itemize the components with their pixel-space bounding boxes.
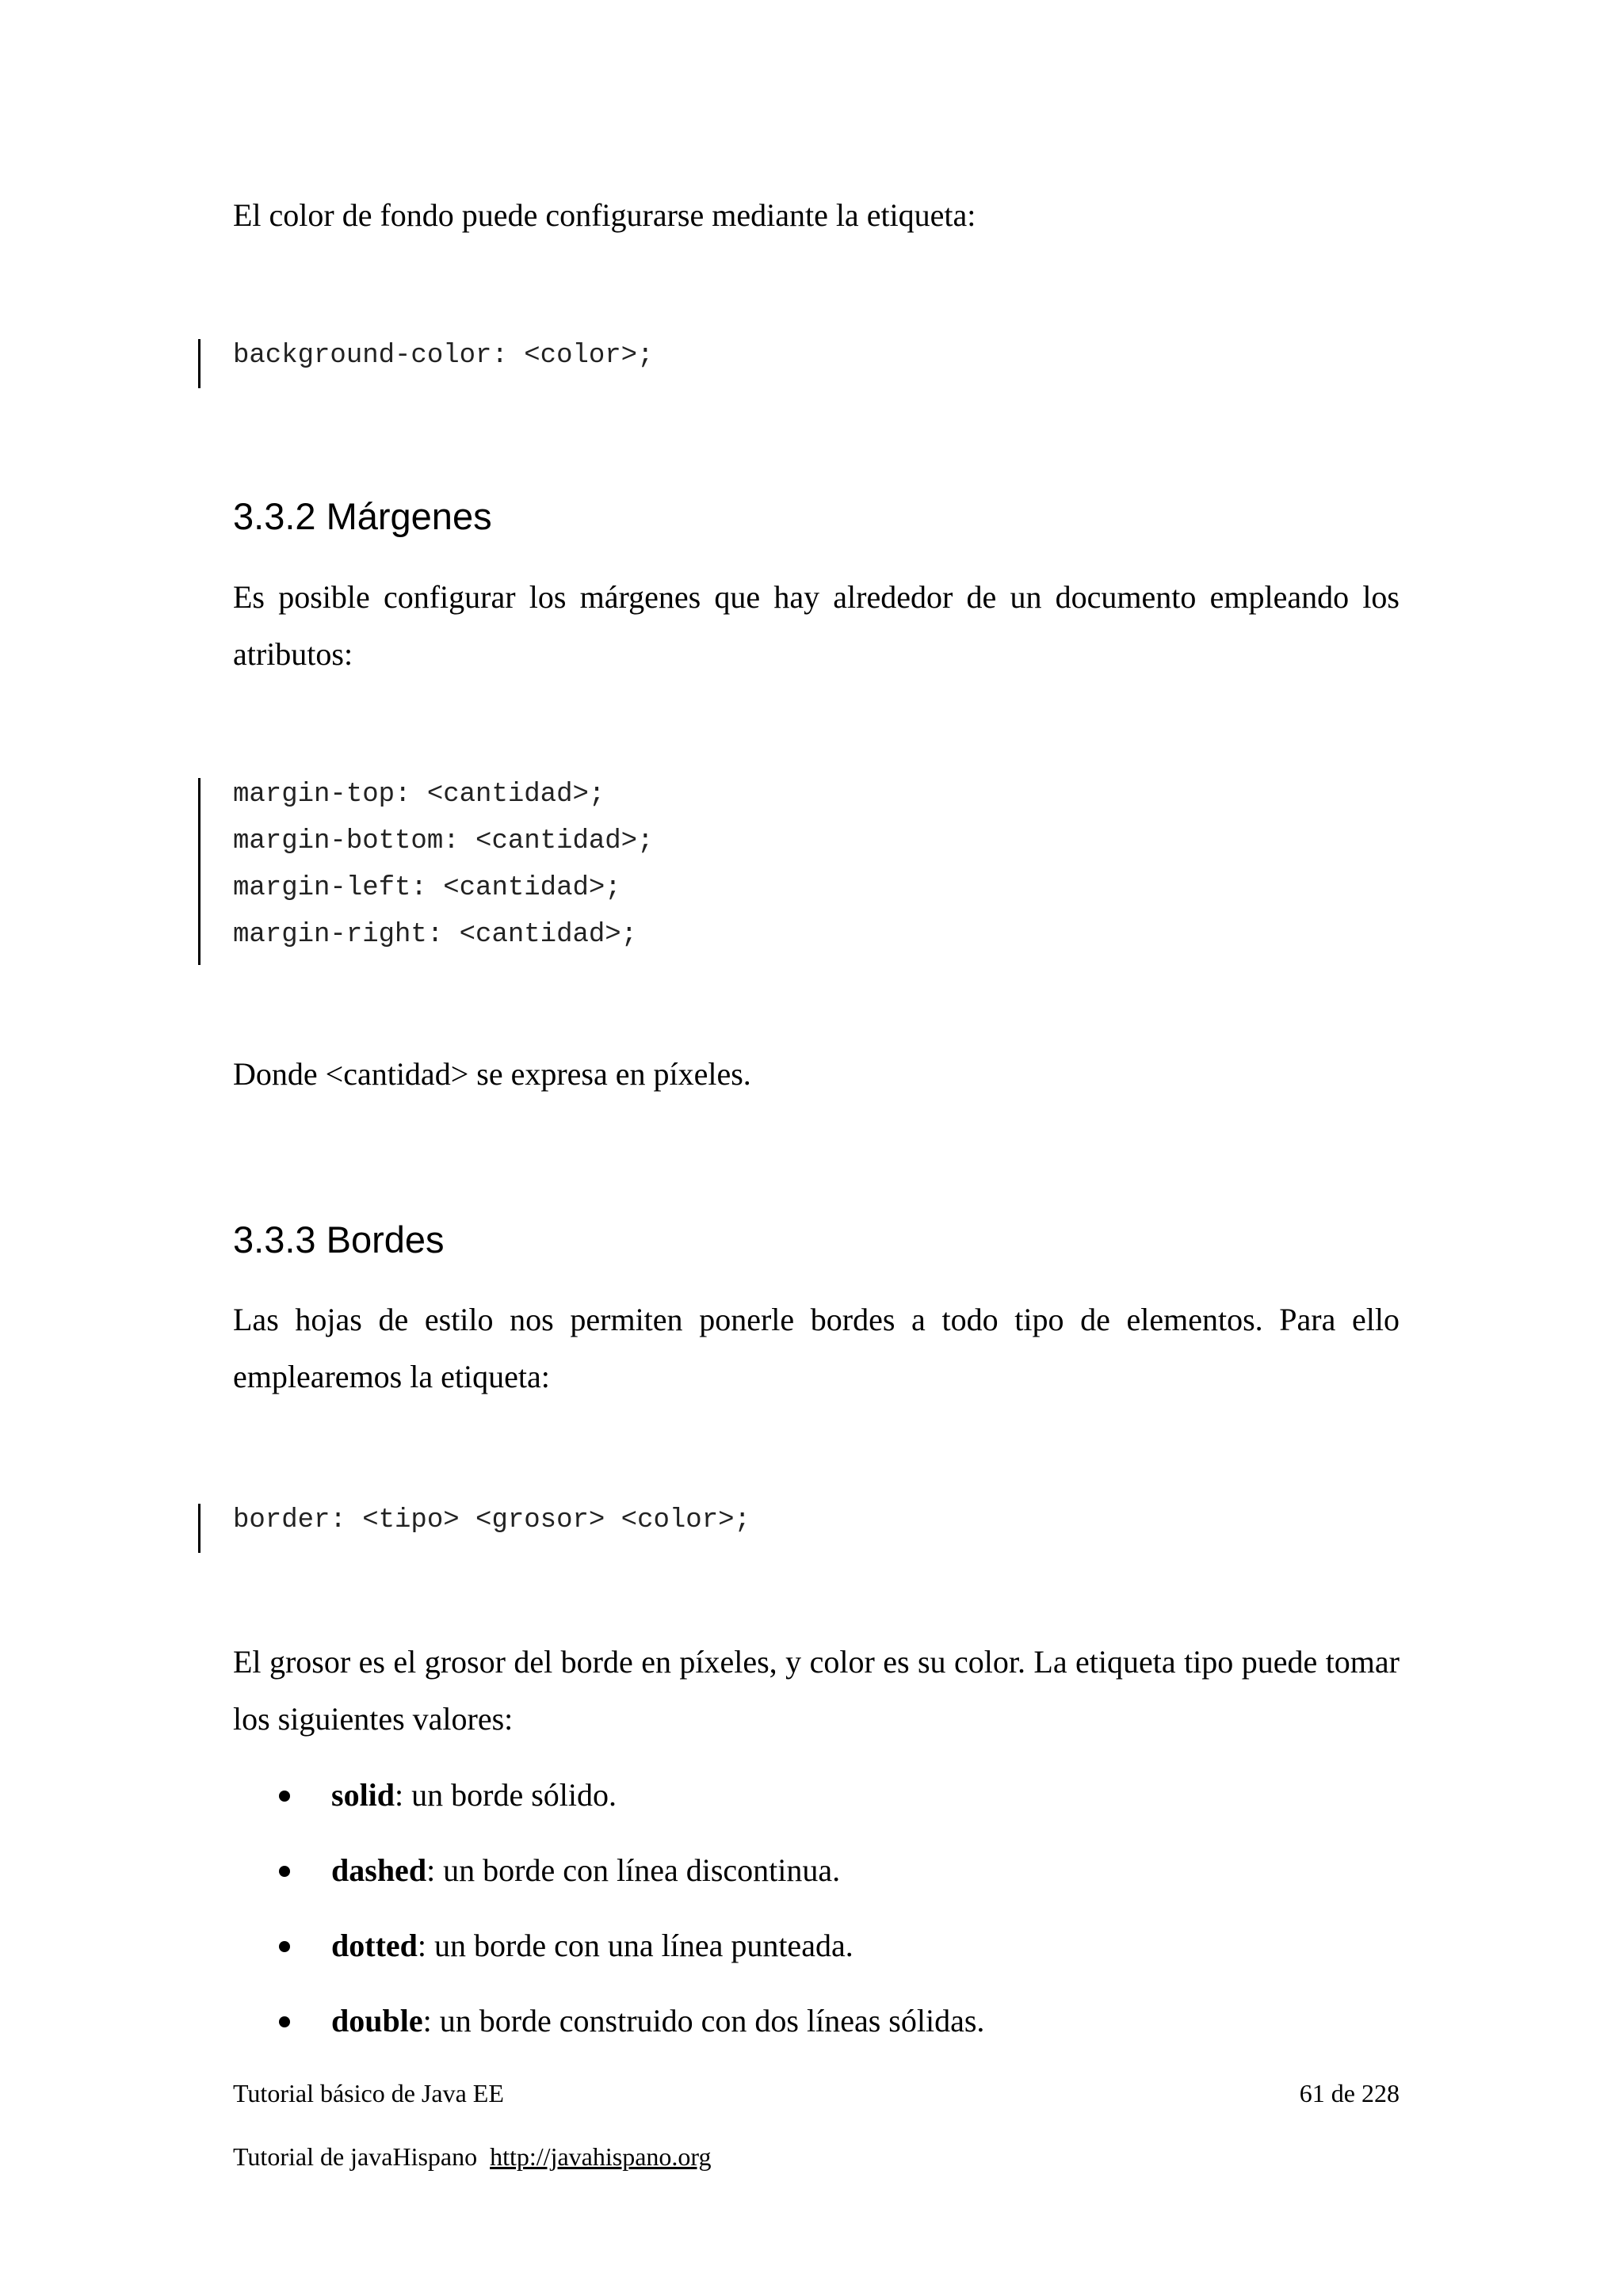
code-line: background-color: <color>; (233, 341, 654, 371)
page-total: 228 (1361, 2079, 1400, 2107)
list-item-term: dashed (331, 1852, 427, 1888)
page-number (1300, 2077, 1400, 2109)
footer-source (233, 2141, 711, 2172)
bullet-icon (279, 1791, 290, 1802)
bullet-icon (279, 1866, 290, 1877)
code-line: margin-left: <cantidad>; (233, 873, 621, 903)
code-line: border: <tipo> <grosor> <color>; (233, 1505, 750, 1535)
footer-title: Tutorial básico de Java EE (233, 2079, 504, 2107)
footer-source-prefix: Tutorial de javaHispano (233, 2142, 478, 2171)
code-line: margin-bottom: <cantidad>; (233, 826, 654, 856)
code-block-bar (198, 778, 200, 965)
code-line: margin-top: <cantidad>; (233, 780, 605, 810)
margenes-note: Donde <cantidad> se expresa en píxeles. (233, 1056, 751, 1092)
list-item-desc: : un borde sólido. (395, 1777, 617, 1813)
bullet-icon (279, 1941, 290, 1952)
bordes-paragraph-2: El grosor es el grosor del borde en píxeles, y color es su color. La etiqueta tipo puede tomar los siguientes valores: (233, 1644, 1400, 1737)
list-item-term: solid (331, 1777, 395, 1813)
list-item-desc: : un borde construido con dos líneas sólidas. (422, 2003, 985, 2039)
bordes-paragraph: Las hojas de estilo nos permiten ponerle bordes a todo tipo de elementos. Para ello emplearemos la etiqueta: (233, 1302, 1400, 1394)
list-item-term: double (331, 2003, 423, 2039)
page-separator: de (1331, 2079, 1355, 2107)
code-block-bar (198, 339, 200, 388)
code-line: margin-right: <cantidad>; (233, 920, 638, 950)
list-item-desc: : un borde con línea discontinua. (426, 1852, 841, 1888)
list-item-desc: : un borde con una línea punteada. (417, 1928, 854, 1963)
section-heading-bordes: 3.3.3 Bordes (233, 1219, 445, 1261)
code-block-bar (198, 1504, 200, 1553)
footer-source-link[interactable]: http://javahispano.org (490, 2142, 712, 2171)
page-current: 61 (1299, 2079, 1325, 2107)
margenes-paragraph: Es posible configurar los márgenes que hay alrededor de un documento empleando los atributos: (233, 579, 1400, 672)
bullet-icon (279, 2016, 290, 2027)
section-heading-margenes: 3.3.2 Márgenes (233, 495, 492, 537)
intro-paragraph: El color de fondo puede configurarse mediante la etiqueta: (233, 197, 976, 233)
list-item-term: dotted (331, 1928, 418, 1963)
